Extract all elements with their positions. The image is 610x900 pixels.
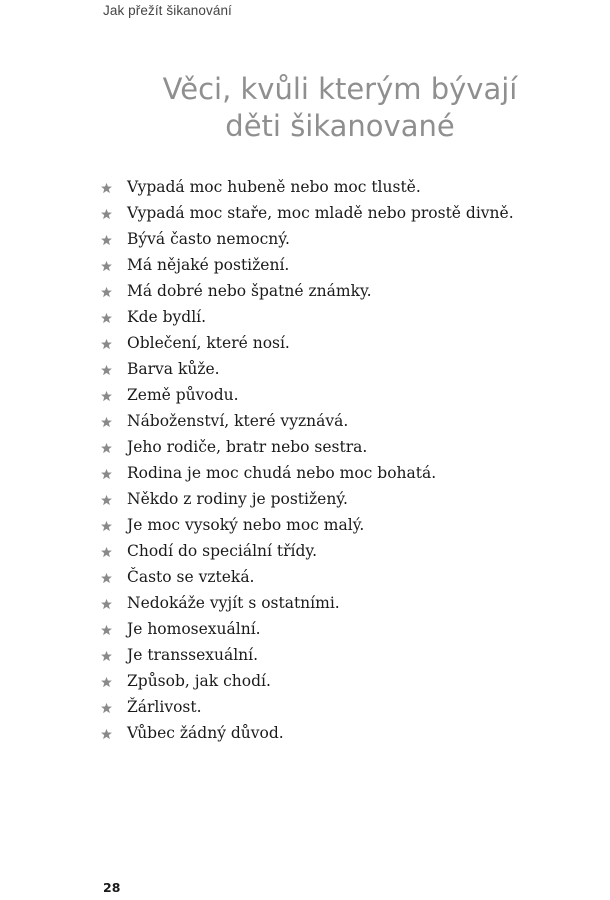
list-item-text: Je transsexuální. [127,646,259,664]
list-item-text: Nedokáže vyjít s ostatními. [127,594,340,612]
star-icon [100,284,127,299]
list-item-text: Oblečení, které nosí. [127,334,290,352]
list-item-text: Jeho rodiče, bratr nebo sestra. [127,438,368,456]
list-item [100,668,514,694]
list-item-text: Země původu. [127,386,239,404]
list-item [100,564,514,590]
list-item [100,200,514,226]
running-header: Jak přežít šikanování [103,3,232,18]
star-icon [100,362,127,377]
list-item-text: Často se vzteká. [127,568,255,586]
list-item-text: Je homosexuální. [127,620,261,638]
page-title-line-1: Věci, kvůli kterým bývají [162,72,518,106]
list-item [100,720,514,746]
list-item-text: Rodina je moc chudá nebo moc bohatá. [127,464,437,482]
list-item-text: Je moc vysoký nebo moc malý. [127,516,365,534]
list-item [100,408,514,434]
list-item [100,382,514,408]
star-icon [100,544,127,559]
list-item-text: Chodí do speciální třídy. [127,542,318,560]
list-item [100,330,514,356]
list-item-text: Má dobré nebo špatné známky. [127,282,372,300]
list-item [100,356,514,382]
list-item-text: Bývá často nemocný. [127,230,290,248]
star-icon [100,674,127,689]
star-icon [100,492,127,507]
page-title [120,71,560,145]
list-item [100,642,514,668]
list-item-text: Způsob, jak chodí. [127,672,271,690]
list-item-text: Vypadá moc staře, moc mladě nebo prostě divně. [127,204,514,222]
list-item-text: Náboženství, které vyznává. [127,412,349,430]
list-item [100,226,514,252]
star-icon [100,336,127,351]
star-icon [100,700,127,715]
star-icon [100,596,127,611]
list-item [100,278,514,304]
list-item [100,616,514,642]
list-item-text: Žárlivost. [127,698,202,716]
star-icon [100,518,127,533]
star-icon [100,206,127,221]
page-number: 28 [103,880,121,895]
list-item [100,694,514,720]
list-item [100,304,514,330]
list-item-text: Vypadá moc hubeně nebo moc tlustě. [127,178,421,196]
list-item-text: Má nějaké postižení. [127,256,290,274]
list-item [100,434,514,460]
star-icon [100,180,127,195]
list-item [100,512,514,538]
list-item-text: Kde bydlí. [127,308,207,326]
star-icon [100,388,127,403]
list-item-text: Vůbec žádný důvod. [127,724,284,742]
star-icon [100,622,127,637]
star-icon [100,466,127,481]
star-icon [100,570,127,585]
list-item-text: Barva kůže. [127,360,220,378]
reasons-list [100,174,514,746]
star-icon [100,310,127,325]
star-icon [100,414,127,429]
list-item [100,252,514,278]
list-item [100,486,514,512]
star-icon [100,232,127,247]
star-icon [100,440,127,455]
list-item [100,460,514,486]
list-item [100,590,514,616]
star-icon [100,648,127,663]
star-icon [100,726,127,741]
list-item [100,538,514,564]
page-title-line-2: děti šikanované [225,109,455,143]
list-item [100,174,514,200]
list-item-text: Někdo z rodiny je postižený. [127,490,348,508]
star-icon [100,258,127,273]
